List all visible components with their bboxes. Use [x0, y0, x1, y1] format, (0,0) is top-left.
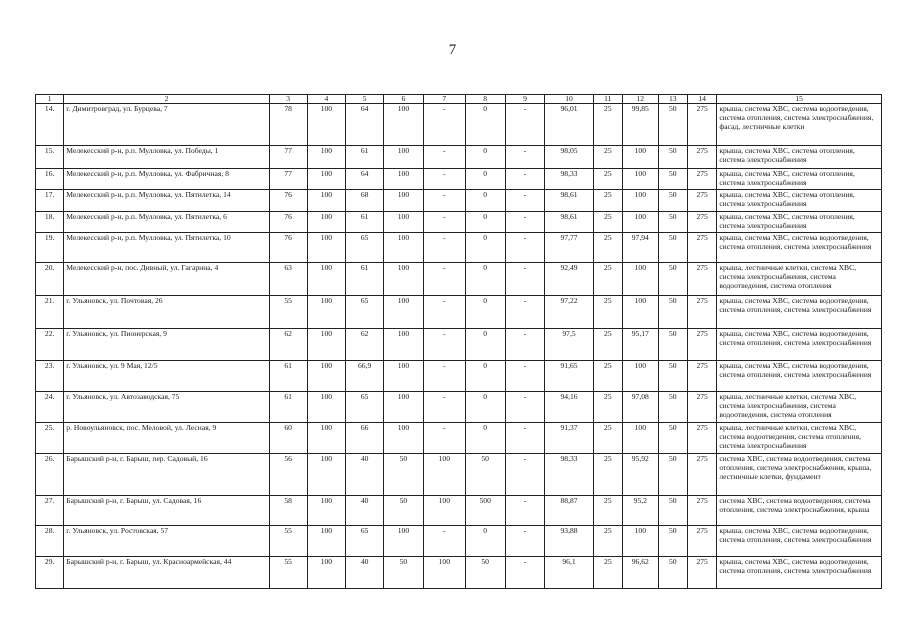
column-number-10: 10 [545, 95, 593, 104]
cell-col-9: - [505, 146, 545, 169]
cell-col-3: 77 [269, 146, 307, 169]
cell-col-3: 61 [269, 391, 307, 422]
cell-work-types: крыша, система ХВС, система отопления, система электроснабжения [717, 211, 882, 232]
cell-col-13: 50 [658, 169, 687, 190]
cell-col-12: 100 [622, 262, 658, 295]
cell-work-types: крыша, система ХВС, система водоотведения, система отопления, система электроснабжения [717, 525, 882, 556]
cell-col-7: 100 [423, 495, 465, 525]
cell-col-10: 93,88 [545, 525, 593, 556]
cell-col-13: 50 [658, 211, 687, 232]
cell-address: р. Новоульяновск, пос. Меловой, ул. Лесная, 9 [64, 422, 269, 453]
cell-col-11: 25 [593, 232, 622, 262]
cell-col-11: 25 [593, 146, 622, 169]
cell-col-12: 100 [622, 295, 658, 328]
cell-col-3: 56 [269, 453, 307, 495]
table-row [36, 391, 882, 422]
cell-col-11: 25 [593, 211, 622, 232]
cell-col-7: - [423, 525, 465, 556]
cell-col-13: 50 [658, 328, 687, 360]
cell-address: г. Димитровград, ул. Бурцева, 7 [64, 104, 269, 146]
cell-col-4: 100 [307, 262, 346, 295]
cell-col-10: 96,1 [545, 556, 593, 588]
cell-col-6: 100 [384, 360, 424, 391]
table-row [36, 146, 882, 169]
cell-col-4: 100 [307, 146, 346, 169]
cell-col-6: 50 [384, 495, 424, 525]
cell-col-13: 50 [658, 422, 687, 453]
cell-col-8: 0 [465, 422, 505, 453]
cell-col-9: - [505, 232, 545, 262]
cell-col-4: 100 [307, 495, 346, 525]
cell-col-5: 61 [346, 211, 384, 232]
cell-work-types: крыша, система ХВС, система водоотведения, система отопления, система электроснабжения [717, 556, 882, 588]
column-number-4: 4 [307, 95, 346, 104]
cell-col-8: 0 [465, 211, 505, 232]
cell-col-5: 64 [346, 169, 384, 190]
cell-col-13: 50 [658, 262, 687, 295]
table-header [36, 95, 882, 104]
table-row [36, 360, 882, 391]
cell-col-12: 100 [622, 189, 658, 211]
cell-work-types: крыша, система ХВС, система водоотведения, система отопления, система электроснабжения [717, 232, 882, 262]
cell-col-5: 65 [346, 295, 384, 328]
cell-col-8: 50 [465, 453, 505, 495]
cell-col-4: 100 [307, 169, 346, 190]
cell-col-13: 50 [658, 525, 687, 556]
cell-col-3: 62 [269, 328, 307, 360]
cell-row-number: 21. [36, 295, 64, 328]
cell-work-types: крыша, лестничные клетки, система ХВС, система электроснабжения, система водоотведения, система отопления [717, 262, 882, 295]
cell-col-14: 275 [687, 453, 716, 495]
cell-work-types: крыша, система ХВС, система водоотведения, система отопления, система электроснабжения [717, 360, 882, 391]
cell-col-11: 25 [593, 295, 622, 328]
cell-col-11: 25 [593, 525, 622, 556]
cell-col-10: 97,5 [545, 328, 593, 360]
cell-col-8: 0 [465, 262, 505, 295]
cell-row-number: 24. [36, 391, 64, 422]
cell-col-10: 94,16 [545, 391, 593, 422]
cell-col-7: - [423, 104, 465, 146]
cell-col-3: 55 [269, 295, 307, 328]
cell-address: г. Ульяновск, ул. Автозаводская, 75 [64, 391, 269, 422]
cell-col-11: 25 [593, 453, 622, 495]
cell-col-4: 100 [307, 556, 346, 588]
cell-work-types: крыша, лестничные клетки, система ХВС, система электроснабжения, система водоотведения, система отопления [717, 391, 882, 422]
cell-col-5: 65 [346, 525, 384, 556]
cell-col-8: 0 [465, 525, 505, 556]
cell-col-8: 0 [465, 232, 505, 262]
cell-col-10: 97,77 [545, 232, 593, 262]
cell-col-4: 100 [307, 360, 346, 391]
cell-address: Барышский р-н, г. Барыш, ул. Садовая, 16 [64, 495, 269, 525]
cell-col-4: 100 [307, 104, 346, 146]
cell-col-13: 50 [658, 146, 687, 169]
cell-col-12: 100 [622, 146, 658, 169]
cell-col-13: 50 [658, 189, 687, 211]
table-row [36, 211, 882, 232]
cell-col-11: 25 [593, 169, 622, 190]
cell-col-8: 0 [465, 328, 505, 360]
cell-col-6: 100 [384, 189, 424, 211]
cell-col-3: 58 [269, 495, 307, 525]
cell-address: Мелекесский р-н, р.п. Мулловка, ул. Пятилетка, 10 [64, 232, 269, 262]
cell-col-14: 275 [687, 556, 716, 588]
cell-col-14: 275 [687, 232, 716, 262]
cell-col-12: 97,94 [622, 232, 658, 262]
cell-col-5: 61 [346, 146, 384, 169]
cell-col-14: 275 [687, 189, 716, 211]
cell-col-7: - [423, 146, 465, 169]
cell-col-11: 25 [593, 556, 622, 588]
table-row [36, 495, 882, 525]
column-number-3: 3 [269, 95, 307, 104]
cell-col-6: 50 [384, 556, 424, 588]
cell-col-11: 25 [593, 422, 622, 453]
cell-row-number: 18. [36, 211, 64, 232]
table-row [36, 189, 882, 211]
cell-col-12: 100 [622, 525, 658, 556]
cell-address: Барышский р-н, г. Барыш, пер. Садовый, 16 [64, 453, 269, 495]
cell-col-9: - [505, 104, 545, 146]
cell-work-types: крыша, лестничные клетки, система ХВС, система водоотведения, система отопления, система электроснабжения [717, 422, 882, 453]
cell-col-7: - [423, 328, 465, 360]
cell-col-8: 500 [465, 495, 505, 525]
table-row [36, 262, 882, 295]
cell-col-9: - [505, 169, 545, 190]
cell-work-types: система ХВС, система водоотведения, система отопления, система электроснабжения, крыша [717, 495, 882, 525]
cell-col-7: - [423, 232, 465, 262]
cell-col-8: 0 [465, 391, 505, 422]
cell-row-number: 22. [36, 328, 64, 360]
cell-col-12: 100 [622, 211, 658, 232]
cell-col-10: 98,61 [545, 189, 593, 211]
cell-col-9: - [505, 525, 545, 556]
column-number-5: 5 [346, 95, 384, 104]
cell-col-9: - [505, 422, 545, 453]
cell-work-types: крыша, система ХВС, система водоотведения, система отопления, система электроснабжения [717, 295, 882, 328]
cell-col-14: 275 [687, 495, 716, 525]
cell-col-9: - [505, 391, 545, 422]
cell-col-13: 50 [658, 104, 687, 146]
cell-col-4: 100 [307, 453, 346, 495]
cell-col-3: 60 [269, 422, 307, 453]
cell-address: Барышский р-н, г. Барыш, ул. Красноармейская, 44 [64, 556, 269, 588]
cell-col-12: 100 [622, 360, 658, 391]
cell-col-14: 275 [687, 211, 716, 232]
cell-col-6: 100 [384, 169, 424, 190]
cell-row-number: 26. [36, 453, 64, 495]
cell-col-5: 65 [346, 232, 384, 262]
cell-row-number: 29. [36, 556, 64, 588]
cell-address: Мелекесский р-н, р.п. Мулловка, ул. Пятилетка, 14 [64, 189, 269, 211]
cell-col-6: 100 [384, 146, 424, 169]
cell-col-10: 88,87 [545, 495, 593, 525]
cell-col-8: 0 [465, 146, 505, 169]
cell-col-4: 100 [307, 211, 346, 232]
cell-col-10: 98,33 [545, 169, 593, 190]
cell-col-5: 66 [346, 422, 384, 453]
cell-row-number: 14. [36, 104, 64, 146]
cell-col-12: 97,08 [622, 391, 658, 422]
table-row [36, 556, 882, 588]
cell-col-12: 99,85 [622, 104, 658, 146]
cell-col-7: 100 [423, 556, 465, 588]
cell-col-13: 50 [658, 360, 687, 391]
cell-col-8: 0 [465, 169, 505, 190]
cell-col-8: 0 [465, 295, 505, 328]
cell-work-types: крыша, система ХВС, система отопления, система электроснабжения [717, 169, 882, 190]
cell-col-6: 100 [384, 422, 424, 453]
cell-col-14: 275 [687, 525, 716, 556]
cell-col-12: 96,62 [622, 556, 658, 588]
cell-col-13: 50 [658, 556, 687, 588]
table-body [36, 104, 882, 589]
cell-work-types: крыша, система ХВС, система водоотведения, система отопления, система электроснабжения, фасад, лестничные клетки [717, 104, 882, 146]
cell-address: г. Ульяновск, ул. Пионерская, 9 [64, 328, 269, 360]
cell-col-11: 25 [593, 104, 622, 146]
column-number-12: 12 [622, 95, 658, 104]
column-number-9: 9 [505, 95, 545, 104]
cell-col-4: 100 [307, 422, 346, 453]
cell-col-10: 98,33 [545, 453, 593, 495]
cell-col-6: 100 [384, 328, 424, 360]
cell-col-5: 40 [346, 453, 384, 495]
table-row [36, 295, 882, 328]
cell-row-number: 19. [36, 232, 64, 262]
cell-col-9: - [505, 262, 545, 295]
cell-col-13: 50 [658, 495, 687, 525]
cell-work-types: крыша, система ХВС, система отопления, система электроснабжения [717, 146, 882, 169]
cell-col-7: - [423, 391, 465, 422]
cell-col-9: - [505, 360, 545, 391]
cell-col-7: 100 [423, 453, 465, 495]
column-number-8: 8 [465, 95, 505, 104]
cell-col-6: 100 [384, 391, 424, 422]
cell-col-9: - [505, 556, 545, 588]
cell-col-13: 50 [658, 232, 687, 262]
table-row [36, 169, 882, 190]
cell-col-8: 0 [465, 104, 505, 146]
cell-col-3: 78 [269, 104, 307, 146]
cell-col-7: - [423, 262, 465, 295]
cell-col-12: 100 [622, 169, 658, 190]
cell-col-13: 50 [658, 453, 687, 495]
cell-col-8: 50 [465, 556, 505, 588]
cell-col-5: 64 [346, 104, 384, 146]
cell-col-5: 40 [346, 495, 384, 525]
cell-col-7: - [423, 169, 465, 190]
cell-col-5: 66,9 [346, 360, 384, 391]
cell-col-13: 50 [658, 295, 687, 328]
cell-col-14: 275 [687, 146, 716, 169]
cell-work-types: крыша, система ХВС, система отопления, система электроснабжения [717, 189, 882, 211]
cell-col-11: 25 [593, 495, 622, 525]
cell-col-14: 275 [687, 422, 716, 453]
cell-col-14: 275 [687, 328, 716, 360]
cell-col-14: 275 [687, 360, 716, 391]
cell-col-5: 40 [346, 556, 384, 588]
cell-col-9: - [505, 211, 545, 232]
column-number-14: 14 [687, 95, 716, 104]
cell-row-number: 28. [36, 525, 64, 556]
cell-col-9: - [505, 495, 545, 525]
cell-row-number: 16. [36, 169, 64, 190]
table-row [36, 104, 882, 146]
column-number-1: 1 [36, 95, 64, 104]
cell-col-6: 50 [384, 453, 424, 495]
cell-col-10: 96,01 [545, 104, 593, 146]
cell-col-3: 61 [269, 360, 307, 391]
buildings-table [35, 94, 882, 589]
cell-col-14: 275 [687, 391, 716, 422]
cell-col-6: 100 [384, 211, 424, 232]
cell-col-12: 100 [622, 422, 658, 453]
cell-col-14: 275 [687, 295, 716, 328]
cell-address: г. Ульяновск, ул. Почтовая, 26 [64, 295, 269, 328]
table-row [36, 453, 882, 495]
cell-col-8: 0 [465, 360, 505, 391]
cell-row-number: 27. [36, 495, 64, 525]
cell-col-12: 95,17 [622, 328, 658, 360]
column-number-15: 15 [717, 95, 882, 104]
cell-col-4: 100 [307, 391, 346, 422]
cell-col-5: 61 [346, 262, 384, 295]
cell-address: Мелекесский р-н, р.п. Мулловка, ул. Победы, 1 [64, 146, 269, 169]
cell-col-9: - [505, 295, 545, 328]
column-number-2: 2 [64, 95, 269, 104]
cell-col-4: 100 [307, 525, 346, 556]
cell-col-5: 62 [346, 328, 384, 360]
cell-col-6: 100 [384, 232, 424, 262]
cell-col-6: 100 [384, 295, 424, 328]
cell-col-3: 63 [269, 262, 307, 295]
cell-col-3: 77 [269, 169, 307, 190]
cell-col-4: 100 [307, 328, 346, 360]
cell-address: г. Ульяновск, ул. Ростовская, 57 [64, 525, 269, 556]
cell-col-9: - [505, 453, 545, 495]
cell-col-12: 95,2 [622, 495, 658, 525]
column-number-13: 13 [658, 95, 687, 104]
cell-col-9: - [505, 189, 545, 211]
cell-col-7: - [423, 422, 465, 453]
cell-col-10: 97,22 [545, 295, 593, 328]
cell-col-4: 100 [307, 295, 346, 328]
cell-address: г. Ульяновск, ул. 9 Мая, 12/5 [64, 360, 269, 391]
cell-row-number: 20. [36, 262, 64, 295]
column-numbers-row [36, 95, 882, 104]
cell-col-10: 91,65 [545, 360, 593, 391]
cell-row-number: 15. [36, 146, 64, 169]
column-number-7: 7 [423, 95, 465, 104]
cell-col-7: - [423, 360, 465, 391]
table-row [36, 525, 882, 556]
cell-col-7: - [423, 295, 465, 328]
page-number: 7 [448, 42, 457, 58]
cell-col-10: 92,49 [545, 262, 593, 295]
cell-col-6: 100 [384, 262, 424, 295]
cell-col-13: 50 [658, 391, 687, 422]
cell-col-6: 100 [384, 104, 424, 146]
cell-col-12: 95,92 [622, 453, 658, 495]
cell-row-number: 17. [36, 189, 64, 211]
cell-col-10: 98,05 [545, 146, 593, 169]
cell-col-14: 275 [687, 169, 716, 190]
table-row [36, 328, 882, 360]
cell-col-11: 25 [593, 360, 622, 391]
table-row [36, 232, 882, 262]
cell-col-14: 275 [687, 262, 716, 295]
cell-col-11: 25 [593, 328, 622, 360]
cell-col-7: - [423, 211, 465, 232]
cell-col-5: 65 [346, 391, 384, 422]
cell-col-3: 55 [269, 525, 307, 556]
cell-col-8: 0 [465, 189, 505, 211]
cell-address: Мелекесский р-н, р.п. Мулловка, ул. Фабричная, 8 [64, 169, 269, 190]
cell-col-3: 55 [269, 556, 307, 588]
cell-col-9: - [505, 328, 545, 360]
cell-col-4: 100 [307, 232, 346, 262]
cell-col-5: 68 [346, 189, 384, 211]
column-number-6: 6 [384, 95, 424, 104]
cell-col-3: 76 [269, 232, 307, 262]
cell-work-types: система ХВС, система водоотведения, система отопления, система электроснабжения, крыша, лестничные клетки, фундамент [717, 453, 882, 495]
cell-row-number: 25. [36, 422, 64, 453]
table-row [36, 422, 882, 453]
column-number-11: 11 [593, 95, 622, 104]
cell-col-4: 100 [307, 189, 346, 211]
cell-col-6: 100 [384, 525, 424, 556]
cell-col-11: 25 [593, 189, 622, 211]
cell-address: Мелекесский р-н, пос. Дивный, ул. Гагарина, 4 [64, 262, 269, 295]
cell-col-7: - [423, 189, 465, 211]
cell-col-3: 76 [269, 189, 307, 211]
cell-address: Мелекесский р-н, р.п. Мулловка, ул. Пятилетка, 6 [64, 211, 269, 232]
cell-col-11: 25 [593, 391, 622, 422]
cell-col-10: 98,61 [545, 211, 593, 232]
cell-row-number: 23. [36, 360, 64, 391]
cell-col-3: 76 [269, 211, 307, 232]
cell-col-10: 91,37 [545, 422, 593, 453]
cell-work-types: крыша, система ХВС, система водоотведения, система отопления, система электроснабжения [717, 328, 882, 360]
cell-col-11: 25 [593, 262, 622, 295]
cell-col-14: 275 [687, 104, 716, 146]
